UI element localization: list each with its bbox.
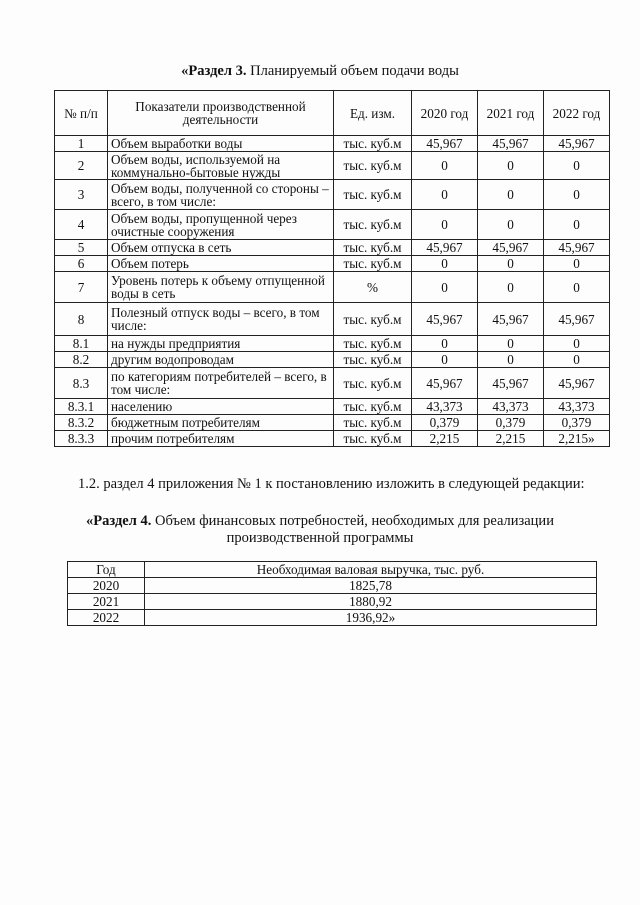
table-cell: Объем воды, полученной со стороны – всего, в том числе: <box>108 180 334 210</box>
table-cell: 0 <box>478 210 544 240</box>
table-header-row <box>55 91 610 136</box>
table-cell: 0 <box>544 352 610 368</box>
table-row <box>55 399 610 415</box>
table-cell: тыс. куб.м <box>334 240 412 256</box>
table-cell: 0 <box>412 336 478 352</box>
table-cell: 45,967 <box>478 136 544 152</box>
table-row <box>55 431 610 447</box>
table-cell: тыс. куб.м <box>334 136 412 152</box>
table-cell: 0,379 <box>544 415 610 431</box>
section4-title-line1: Объем финансовых потребностей, необходимых для реализации <box>151 513 554 529</box>
table-cell: 2020 <box>68 578 145 594</box>
table-cell: тыс. куб.м <box>334 352 412 368</box>
table-cell: Объем воды, используемой на коммунально-бытовые нужды <box>108 152 334 180</box>
table-cell: на нужды предприятия <box>108 336 334 352</box>
table-cell: Объем воды, пропущенной через очистные сооружения <box>108 210 334 240</box>
table-cell: 0 <box>544 336 610 352</box>
table-cell: 45,967 <box>544 303 610 336</box>
table-cell: 1880,92 <box>145 594 597 610</box>
table-cell: 45,967 <box>478 368 544 399</box>
table-cell: 0 <box>412 256 478 272</box>
table-cell: прочим потребителям <box>108 431 334 447</box>
table-cell: тыс. куб.м <box>334 415 412 431</box>
financial-needs-table <box>67 561 597 626</box>
table-row <box>55 240 610 256</box>
table-row <box>55 152 610 180</box>
table-cell: Объем выработки воды <box>108 136 334 152</box>
column-header: 2021 год <box>478 91 544 136</box>
table-cell: 0,379 <box>412 415 478 431</box>
table-cell: 0 <box>478 152 544 180</box>
table-row <box>55 368 610 399</box>
table-cell: 7 <box>55 272 108 303</box>
table-cell: 45,967 <box>544 240 610 256</box>
table-cell: Объем потерь <box>108 256 334 272</box>
table-cell: 2 <box>55 152 108 180</box>
table-row <box>55 336 610 352</box>
column-header: Ед. изм. <box>334 91 412 136</box>
table-cell: 0 <box>478 180 544 210</box>
table-cell: 8.3.3 <box>55 431 108 447</box>
column-header: Необходимая валовая выручка, тыс. руб. <box>145 562 597 578</box>
table-cell: 6 <box>55 256 108 272</box>
table-cell: 3 <box>55 180 108 210</box>
section3-heading <box>0 63 640 80</box>
table-header-row <box>68 562 597 578</box>
column-header: Год <box>68 562 145 578</box>
table-cell: 0 <box>412 352 478 368</box>
table-cell: 0 <box>412 210 478 240</box>
table-cell: населению <box>108 399 334 415</box>
table-cell: тыс. куб.м <box>334 336 412 352</box>
table-cell: 43,373 <box>544 399 610 415</box>
table-cell: 0 <box>478 352 544 368</box>
table-cell: 1936,92» <box>145 610 597 626</box>
table-cell: 8.3.2 <box>55 415 108 431</box>
table-cell: другим водопроводам <box>108 352 334 368</box>
table-cell: 45,967 <box>412 240 478 256</box>
table-cell: тыс. куб.м <box>334 368 412 399</box>
table-cell: 43,373 <box>412 399 478 415</box>
table-cell: 1 <box>55 136 108 152</box>
table-cell: бюджетным потребителям <box>108 415 334 431</box>
section4-heading <box>0 513 640 547</box>
table-cell: Уровень потерь к объему отпущенной воды в сеть <box>108 272 334 303</box>
table-cell: 8.3.1 <box>55 399 108 415</box>
table-row <box>55 136 610 152</box>
table-cell: 8.1 <box>55 336 108 352</box>
table-cell: 0 <box>412 272 478 303</box>
table-cell: 45,967 <box>412 136 478 152</box>
table-cell: тыс. куб.м <box>334 303 412 336</box>
table-row <box>68 594 597 610</box>
table-row <box>68 578 597 594</box>
table-cell: тыс. куб.м <box>334 431 412 447</box>
table-cell: по категориям потребителей – всего, в том числе: <box>108 368 334 399</box>
water-supply-table <box>54 90 610 447</box>
column-header: 2022 год <box>544 91 610 136</box>
table-cell: 0 <box>544 180 610 210</box>
table-cell: 0 <box>478 256 544 272</box>
table-cell: Полезный отпуск воды – всего, в том числе: <box>108 303 334 336</box>
table-cell: 0 <box>412 180 478 210</box>
table-cell: 0 <box>412 152 478 180</box>
column-header: Показатели производственной деятельности <box>108 91 334 136</box>
section4-title-line2: производственной программы <box>226 530 414 546</box>
table-cell: тыс. куб.м <box>334 210 412 240</box>
table-cell: 8.2 <box>55 352 108 368</box>
table-row <box>55 180 610 210</box>
table-cell: 0 <box>544 210 610 240</box>
table-cell: 8.3 <box>55 368 108 399</box>
table-cell: 8 <box>55 303 108 336</box>
table-cell: % <box>334 272 412 303</box>
table-cell: 1825,78 <box>145 578 597 594</box>
table-cell: 0 <box>544 256 610 272</box>
table-row <box>55 256 610 272</box>
table-cell: 45,967 <box>412 368 478 399</box>
table-cell: 0 <box>544 152 610 180</box>
table-cell: 2,215 <box>478 431 544 447</box>
section4-heading-line1 <box>0 513 640 530</box>
column-header: 2020 год <box>412 91 478 136</box>
table-cell: 2021 <box>68 594 145 610</box>
table-cell: тыс. куб.м <box>334 152 412 180</box>
table-row <box>55 352 610 368</box>
table-cell: 0 <box>478 272 544 303</box>
table-cell: 0 <box>544 272 610 303</box>
table-cell: 43,373 <box>478 399 544 415</box>
table-cell: 5 <box>55 240 108 256</box>
table-row <box>68 610 597 626</box>
table-row <box>55 210 610 240</box>
section3-prefix: «Раздел 3. <box>181 63 247 79</box>
table-cell: 45,967 <box>544 136 610 152</box>
table-cell: 4 <box>55 210 108 240</box>
amendment-paragraph: 1.2. раздел 4 приложения № 1 к постановлению изложить в следующей редакции: <box>78 476 585 492</box>
table-cell: 2,215 <box>412 431 478 447</box>
table-cell: 2,215» <box>544 431 610 447</box>
section4-prefix: «Раздел 4. <box>86 513 152 529</box>
table-cell: 0 <box>478 336 544 352</box>
table-row <box>55 415 610 431</box>
column-header: № п/п <box>55 91 108 136</box>
table-cell: тыс. куб.м <box>334 180 412 210</box>
table-cell: 45,967 <box>412 303 478 336</box>
table-cell: 2022 <box>68 610 145 626</box>
table-row <box>55 303 610 336</box>
table-cell: тыс. куб.м <box>334 399 412 415</box>
section3-title: Планируемый объем подачи воды <box>246 63 459 79</box>
table-cell: 45,967 <box>478 240 544 256</box>
table-cell: 45,967 <box>478 303 544 336</box>
table-cell: Объем отпуска в сеть <box>108 240 334 256</box>
table-row <box>55 272 610 303</box>
table-cell: 45,967 <box>544 368 610 399</box>
table-cell: тыс. куб.м <box>334 256 412 272</box>
table-cell: 0,379 <box>478 415 544 431</box>
